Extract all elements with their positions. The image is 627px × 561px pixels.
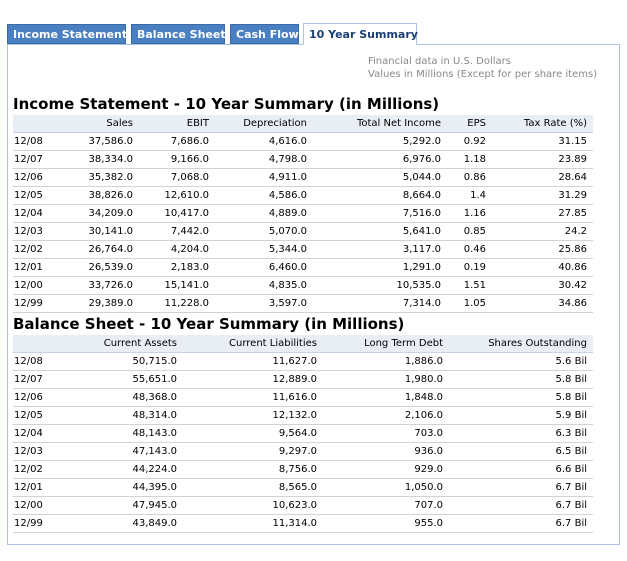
value-cell: 3,597.0 (215, 295, 313, 313)
period-cell: 12/04 (13, 425, 61, 443)
value-cell: 4,616.0 (215, 133, 313, 151)
value-cell: 8,664.0 (313, 187, 447, 205)
value-cell: 40.86 (492, 259, 593, 277)
value-cell: 1.4 (447, 187, 492, 205)
value-cell: 6.7 Bil (449, 497, 593, 515)
value-cell: 34,209.0 (61, 205, 139, 223)
income-column-header: EPS (447, 115, 492, 133)
value-cell: 44,224.0 (61, 461, 183, 479)
value-cell: 12,132.0 (183, 407, 323, 425)
period-cell: 12/02 (13, 241, 61, 259)
value-cell: 28.64 (492, 169, 593, 187)
income-column-header: EBIT (139, 115, 215, 133)
value-cell: 0.85 (447, 223, 492, 241)
period-cell: 12/00 (13, 277, 61, 295)
value-cell: 4,911.0 (215, 169, 313, 187)
value-cell: 11,616.0 (183, 389, 323, 407)
value-cell: 1.16 (447, 205, 492, 223)
income-column-header: Depreciation (215, 115, 313, 133)
value-cell: 10,417.0 (139, 205, 215, 223)
value-cell: 5.9 Bil (449, 407, 593, 425)
table-row (13, 151, 593, 169)
value-cell: 48,368.0 (61, 389, 183, 407)
value-cell: 11,314.0 (183, 515, 323, 533)
value-cell: 50,715.0 (61, 353, 183, 371)
table-row (13, 461, 593, 479)
value-cell: 37,586.0 (61, 133, 139, 151)
value-cell: 1,050.0 (323, 479, 449, 497)
value-cell: 33,726.0 (61, 277, 139, 295)
value-cell: 12,610.0 (139, 187, 215, 205)
value-cell: 9,564.0 (183, 425, 323, 443)
value-cell: 8,565.0 (183, 479, 323, 497)
value-cell: 6.3 Bil (449, 425, 593, 443)
value-cell: 5.6 Bil (449, 353, 593, 371)
period-cell: 12/05 (13, 407, 61, 425)
table-row (13, 205, 593, 223)
value-cell: 1.51 (447, 277, 492, 295)
period-cell: 12/04 (13, 205, 61, 223)
tab-income-statement[interactable]: Income Statement (7, 24, 126, 44)
value-cell: 0.46 (447, 241, 492, 259)
period-cell: 12/06 (13, 389, 61, 407)
value-cell: 31.29 (492, 187, 593, 205)
value-cell: 43,849.0 (61, 515, 183, 533)
value-cell: 703.0 (323, 425, 449, 443)
period-cell: 12/07 (13, 371, 61, 389)
table-row (13, 277, 593, 295)
period-cell: 12/06 (13, 169, 61, 187)
value-cell: 38,826.0 (61, 187, 139, 205)
income-summary-table (13, 115, 593, 313)
value-cell: 15,141.0 (139, 277, 215, 295)
currency-note (368, 55, 597, 81)
value-cell: 7,314.0 (313, 295, 447, 313)
value-cell: 6.7 Bil (449, 515, 593, 533)
period-cell: 12/05 (13, 187, 61, 205)
value-cell: 29,389.0 (61, 295, 139, 313)
value-cell: 34.86 (492, 295, 593, 313)
value-cell: 26,539.0 (61, 259, 139, 277)
value-cell: 7,686.0 (139, 133, 215, 151)
value-cell: 1.18 (447, 151, 492, 169)
value-cell: 707.0 (323, 497, 449, 515)
value-cell: 12,889.0 (183, 371, 323, 389)
period-cell: 12/02 (13, 461, 61, 479)
value-cell: 31.15 (492, 133, 593, 151)
table-row (13, 479, 593, 497)
value-cell: 4,835.0 (215, 277, 313, 295)
table-row (13, 259, 593, 277)
value-cell: 44,395.0 (61, 479, 183, 497)
value-cell: 6.6 Bil (449, 461, 593, 479)
period-cell: 12/99 (13, 295, 61, 313)
period-cell: 12/01 (13, 259, 61, 277)
value-cell: 6.5 Bil (449, 443, 593, 461)
value-cell: 5,070.0 (215, 223, 313, 241)
value-cell: 7,516.0 (313, 205, 447, 223)
income-column-header (13, 115, 61, 133)
value-cell: 929.0 (323, 461, 449, 479)
value-cell: 5,641.0 (313, 223, 447, 241)
value-cell: 10,623.0 (183, 497, 323, 515)
balance-header-row (13, 335, 593, 353)
value-cell: 6,460.0 (215, 259, 313, 277)
value-cell: 4,586.0 (215, 187, 313, 205)
value-cell: 4,889.0 (215, 205, 313, 223)
value-cell: 7,068.0 (139, 169, 215, 187)
value-cell: 48,143.0 (61, 425, 183, 443)
period-cell: 12/99 (13, 515, 61, 533)
balance-column-header: Current Assets (61, 335, 183, 353)
table-row (13, 443, 593, 461)
table-row (13, 169, 593, 187)
value-cell: 11,228.0 (139, 295, 215, 313)
value-cell: 23.89 (492, 151, 593, 169)
value-cell: 1,848.0 (323, 389, 449, 407)
table-row (13, 407, 593, 425)
table-row (13, 223, 593, 241)
table-row (13, 371, 593, 389)
value-cell: 9,297.0 (183, 443, 323, 461)
value-cell: 936.0 (323, 443, 449, 461)
value-cell: 5.8 Bil (449, 389, 593, 407)
table-row (13, 241, 593, 259)
value-cell: 55,651.0 (61, 371, 183, 389)
value-cell: 10,535.0 (313, 277, 447, 295)
value-cell: 7,442.0 (139, 223, 215, 241)
value-cell: 30.42 (492, 277, 593, 295)
income-header-row (13, 115, 593, 133)
income-summary-title: Income Statement - 10 Year Summary (in Millions) (13, 95, 440, 113)
value-cell: 0.92 (447, 133, 492, 151)
period-cell: 12/08 (13, 133, 61, 151)
value-cell: 1,291.0 (313, 259, 447, 277)
value-cell: 3,117.0 (313, 241, 447, 259)
value-cell: 0.19 (447, 259, 492, 277)
table-row (13, 133, 593, 151)
value-cell: 4,798.0 (215, 151, 313, 169)
value-cell: 5,292.0 (313, 133, 447, 151)
value-cell: 6.7 Bil (449, 479, 593, 497)
value-cell: 0.86 (447, 169, 492, 187)
value-cell: 1,886.0 (323, 353, 449, 371)
value-cell: 24.2 (492, 223, 593, 241)
value-cell: 5.8 Bil (449, 371, 593, 389)
balance-column-header: Shares Outstanding (449, 335, 593, 353)
table-row (13, 425, 593, 443)
tab-10-year-summary[interactable]: 10 Year Summary (303, 23, 417, 45)
value-cell: 9,166.0 (139, 151, 215, 169)
period-cell: 12/08 (13, 353, 61, 371)
period-cell: 12/03 (13, 223, 61, 241)
value-cell: 2,183.0 (139, 259, 215, 277)
value-cell: 4,204.0 (139, 241, 215, 259)
table-row (13, 497, 593, 515)
balance-column-header: Current Liabilities (183, 335, 323, 353)
value-cell: 25.86 (492, 241, 593, 259)
table-row (13, 515, 593, 533)
period-cell: 12/00 (13, 497, 61, 515)
table-row (13, 389, 593, 407)
tab-balance-sheet[interactable]: Balance Sheet (131, 24, 225, 44)
value-cell: 2,106.0 (323, 407, 449, 425)
income-column-header: Tax Rate (%) (492, 115, 593, 133)
value-cell: 35,382.0 (61, 169, 139, 187)
table-row (13, 295, 593, 313)
period-cell: 12/07 (13, 151, 61, 169)
value-cell: 8,756.0 (183, 461, 323, 479)
period-cell: 12/01 (13, 479, 61, 497)
value-cell: 47,945.0 (61, 497, 183, 515)
currency-note-line-1: Financial data in U.S. Dollars (368, 56, 511, 67)
currency-note-line-2: Values in Millions (Except for per share items) (368, 69, 598, 80)
tab-cash-flow[interactable]: Cash Flow (230, 24, 299, 44)
value-cell: 48,314.0 (61, 407, 183, 425)
period-cell: 12/03 (13, 443, 61, 461)
value-cell: 47,143.0 (61, 443, 183, 461)
value-cell: 1.05 (447, 295, 492, 313)
table-row (13, 353, 593, 371)
value-cell: 30,141.0 (61, 223, 139, 241)
value-cell: 5,344.0 (215, 241, 313, 259)
value-cell: 38,334.0 (61, 151, 139, 169)
income-column-header: Total Net Income (313, 115, 447, 133)
income-column-header: Sales (61, 115, 139, 133)
table-row (13, 187, 593, 205)
balance-column-header (13, 335, 61, 353)
value-cell: 26,764.0 (61, 241, 139, 259)
value-cell: 5,044.0 (313, 169, 447, 187)
balance-summary-title: Balance Sheet - 10 Year Summary (in Millions) (13, 315, 405, 333)
value-cell: 11,627.0 (183, 353, 323, 371)
value-cell: 955.0 (323, 515, 449, 533)
value-cell: 6,976.0 (313, 151, 447, 169)
value-cell: 1,980.0 (323, 371, 449, 389)
value-cell: 27.85 (492, 205, 593, 223)
balance-summary-table (13, 335, 593, 533)
balance-column-header: Long Term Debt (323, 335, 449, 353)
